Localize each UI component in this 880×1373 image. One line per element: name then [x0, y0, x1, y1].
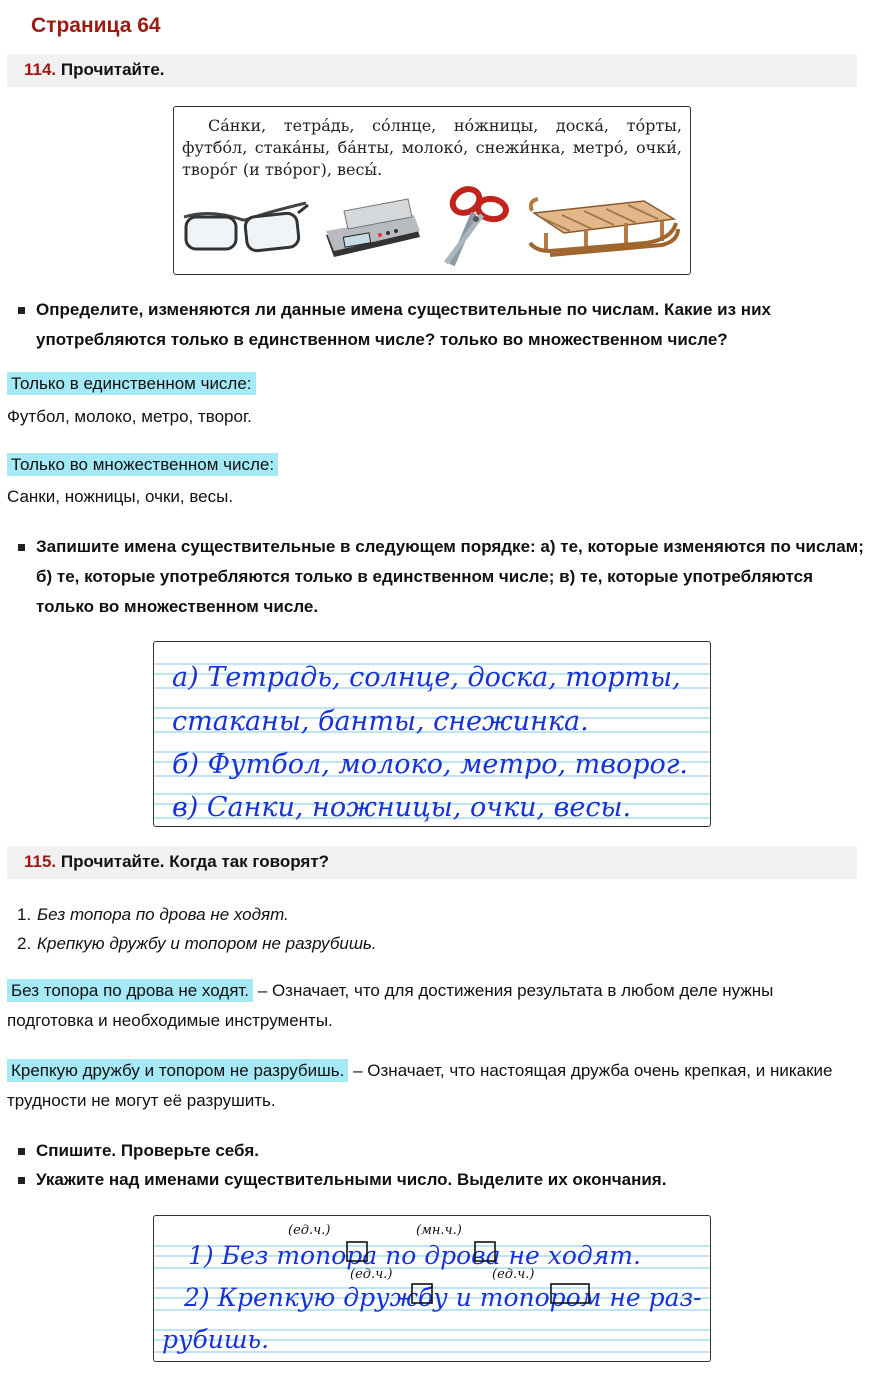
proverbs-list [17, 900, 377, 958]
textbook-excerpt [173, 106, 691, 275]
list-item [17, 900, 377, 929]
question-text: Запишите имена существительные в следующем порядке: а) те, которые изменяются по числам; б) те, которые употребляются только в единственном числе; в) те, которые употребляются только во множественном числе. [36, 537, 864, 616]
explanation-1 [7, 976, 857, 1036]
question-bullet-2 [18, 532, 868, 622]
number-annotation: (ед.ч.) [288, 1223, 331, 1238]
task-title: Прочитайте. Когда так говорят? [60, 852, 330, 871]
number-annotation: (ед.ч.) [350, 1267, 393, 1282]
handwritten-line: а) Тетрадь, солнце, доска, торты, [172, 662, 681, 693]
singular-label: Только в единственном числе: [7, 372, 256, 395]
question-text: Определите, изменяются ли данные имена существительные по числам. Какие из них употребляются только в единственном числе? только во множественном числе? [36, 300, 771, 349]
explanation-text: – Означает, что для достижения результата в любом деле нужны подготовка и необходимые инструменты. [7, 981, 774, 1030]
task-title: Прочитайте. [60, 60, 165, 79]
task-114-header [7, 54, 857, 87]
scissors-image [436, 183, 516, 269]
task-number: 114. [24, 60, 57, 79]
handwritten-line: стаканы, банты, снежинка. [172, 706, 589, 737]
explanation-label: Крепкую дружбу и топором не разрубишь. [7, 1059, 348, 1082]
task-115-header [7, 846, 857, 879]
explanation-label: Без топора по дрова не ходят. [7, 979, 253, 1002]
bullet-text: Спишите. Проверьте себя. [36, 1141, 259, 1160]
number-annotation: (мн.ч.) [416, 1223, 462, 1238]
scales-image [322, 191, 422, 261]
glasses-image [182, 201, 310, 261]
task-bullet-2 [18, 1165, 868, 1195]
handwritten-line: 1) Без топора по дрова не ходят. [188, 1241, 641, 1270]
handwritten-line: в) Санки, ножницы, очки, весы. [172, 792, 632, 823]
proverb-text: Крепкую дружбу и топором не разрубишь. [37, 934, 377, 953]
plural-label: Только во множественном числе: [7, 453, 278, 476]
bullet-text: Укажите над именами существительными число. Выделите их окончания. [36, 1170, 667, 1189]
handwritten-line: 2) Крепкую дружбу и топором не раз- [184, 1283, 702, 1312]
singular-answer: Футбол, молоко, метро, творог. [7, 407, 252, 426]
explanation-2 [7, 1056, 857, 1116]
task-bullet-1 [18, 1136, 868, 1166]
explanation-text: – Означает, что настоящая дружба очень крепкая, и никакие трудности не могут её разрушить. [7, 1061, 833, 1110]
textbook-words: Са́нки, тетра́дь, со́лнце, но́жницы, доска́, то́рты, футбо́л, стака́ны, ба́нты, молоко́, снежи́нка, метро́, очки́, творо́г (и тво́рог), весы́. [182, 116, 682, 179]
question-bullet-1 [18, 295, 868, 355]
handwritten-notebook-1 [153, 641, 711, 827]
handwritten-notebook-2 [153, 1215, 711, 1362]
page-title: Страница 64 [31, 14, 161, 37]
number-annotation: (ед.ч.) [492, 1267, 535, 1282]
list-number: 2. [17, 934, 32, 953]
task-number: 115. [24, 852, 57, 871]
proverb-text: Без топора по дрова не ходят. [37, 905, 289, 924]
plural-answer: Санки, ножницы, очки, весы. [7, 487, 234, 506]
handwritten-line: б) Футбол, молоко, метро, творог. [172, 749, 689, 780]
list-number: 1. [17, 905, 32, 924]
list-item [17, 929, 377, 958]
sled-image [526, 193, 682, 261]
plural-label-wrap [7, 455, 278, 475]
handwritten-line: рубишь. [162, 1325, 270, 1354]
singular-label-wrap [7, 374, 256, 394]
